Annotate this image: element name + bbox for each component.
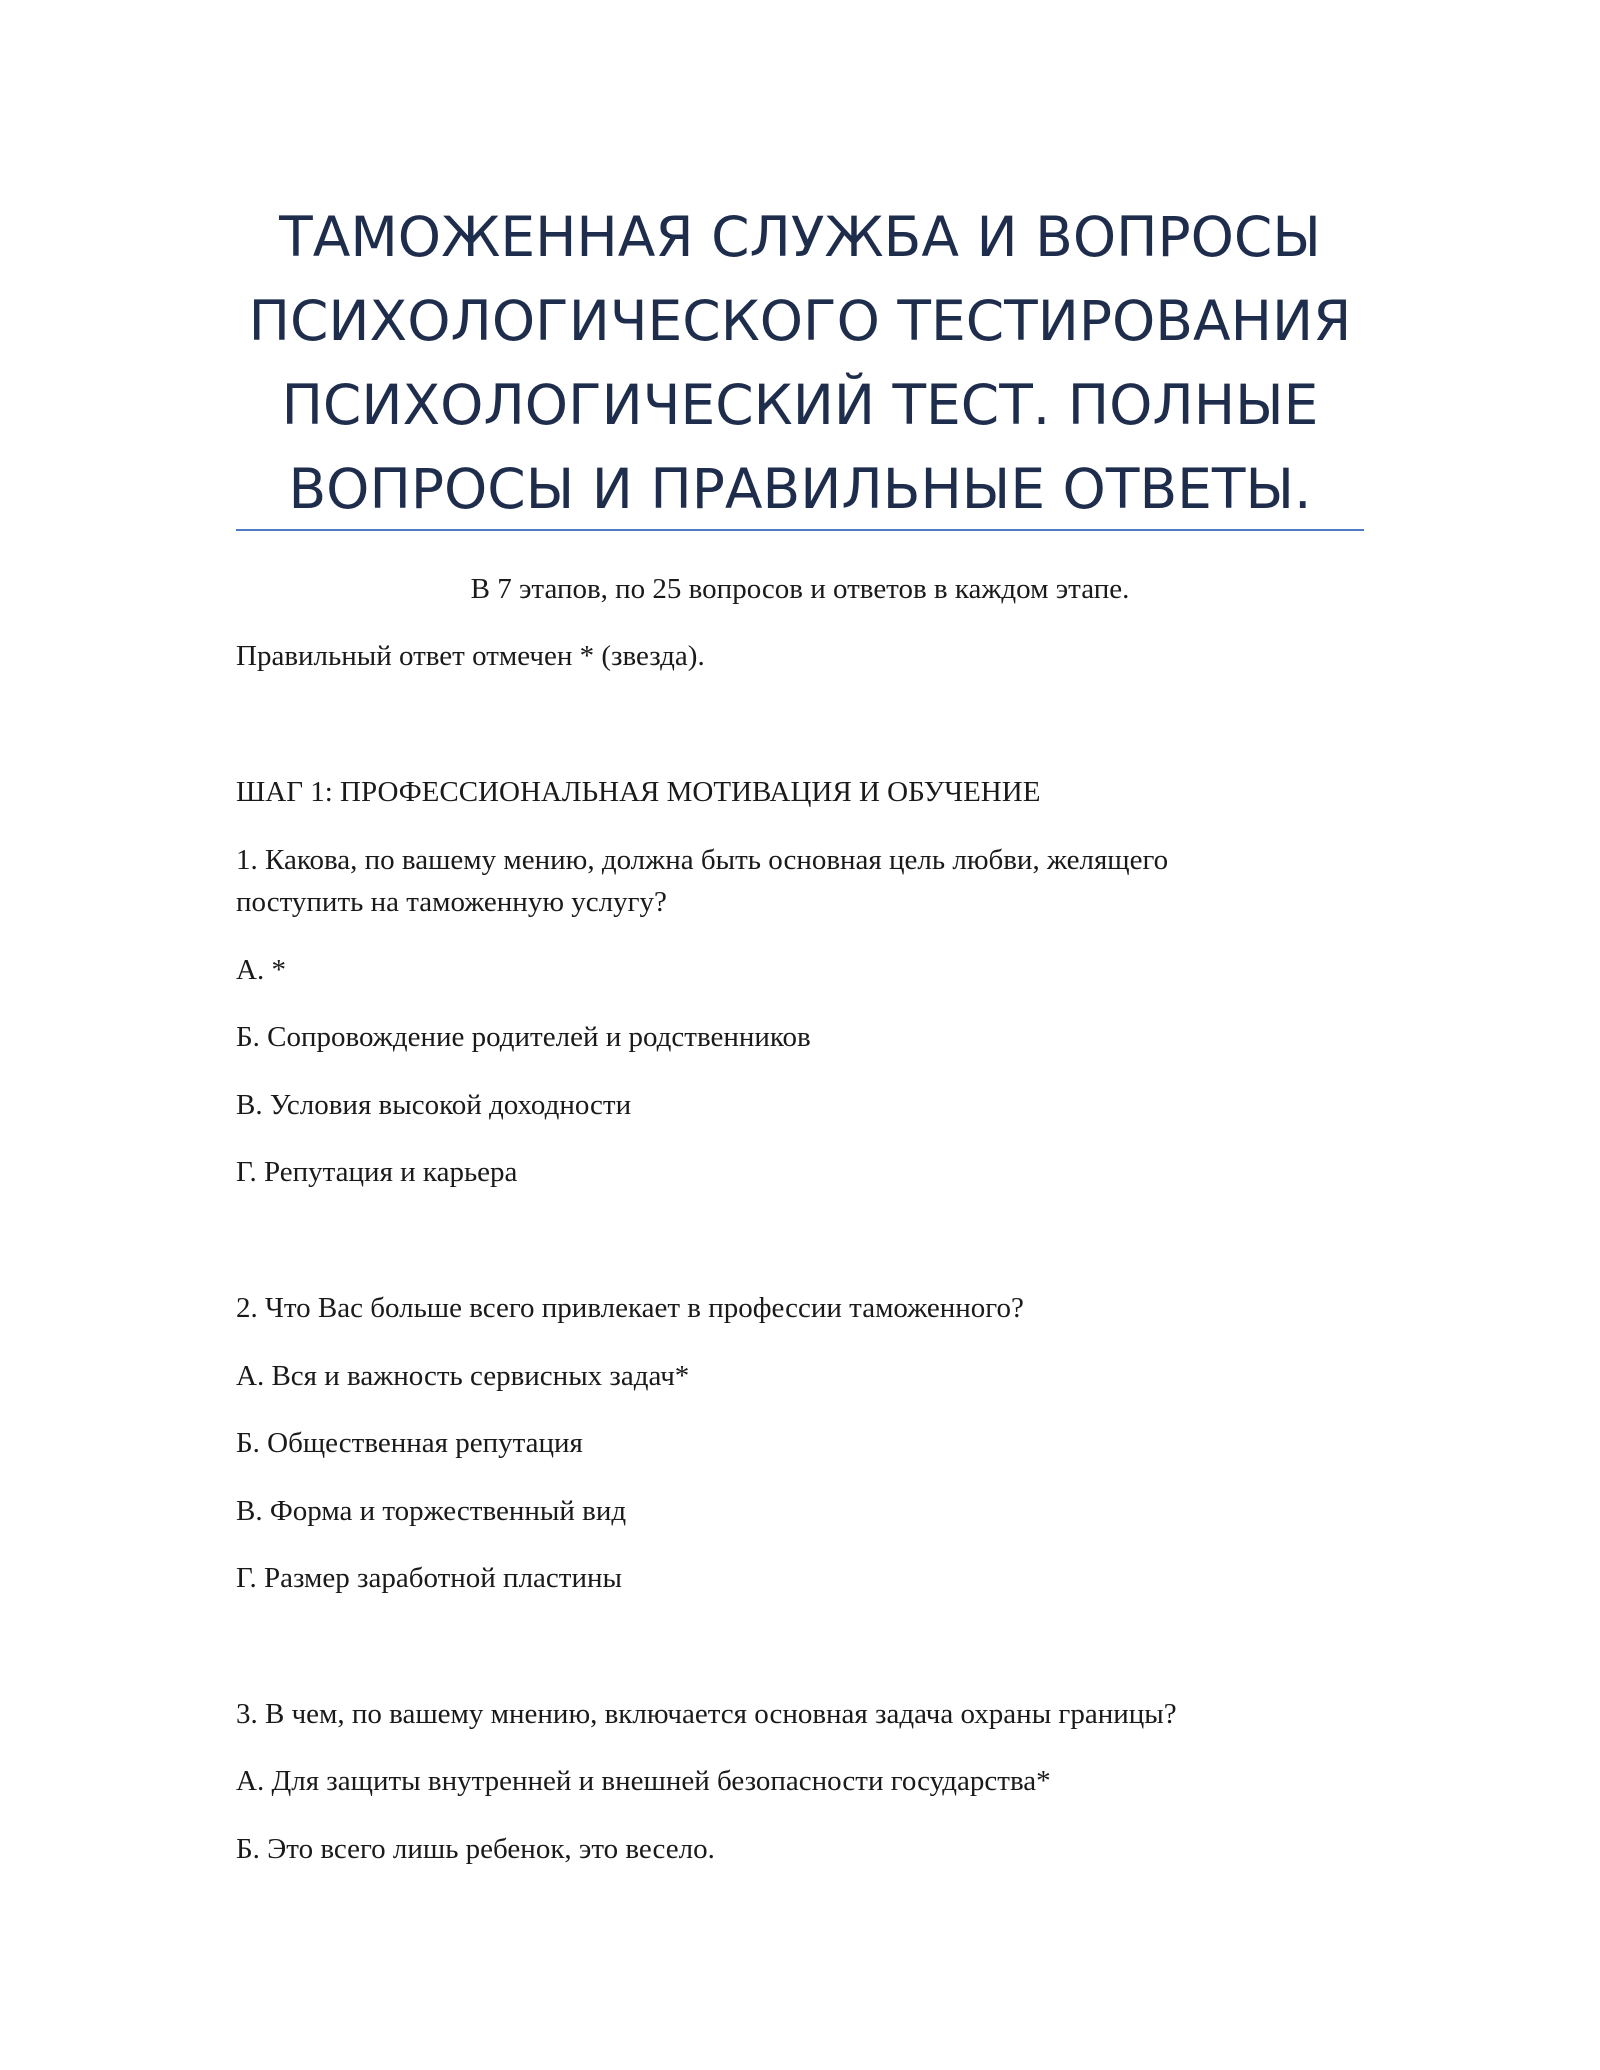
answer-option: В. Форма и торжественный вид [236,1495,627,1527]
answer-option: А. Для защиты внутренней и внешней безопасности государства* [236,1765,1051,1797]
question-text: 1. Какова, по вашему мению, должна быть основная цель любви, желящего [236,844,1169,876]
title-line: ТАМОЖЕННАЯ СЛУЖБА И ВОПРОСЫ [279,205,1321,269]
step-heading: ШАГ 1: ПРОФЕССИОНАЛЬНАЯ МОТИВАЦИЯ И ОБУЧЕНИЕ [236,776,1041,808]
question-text: 3. В чем, по вашему мнению, включается основная задача охраны границы? [236,1698,1177,1730]
answer-option: В. Условия высокой доходности [236,1089,632,1121]
document-title [236,195,1364,531]
question-text: поступить на таможенную услугу? [236,886,667,918]
answer-option: А. Вся и важность сервисных задач* [236,1360,690,1392]
answer-option: Г. Репутация и карьера [236,1156,518,1188]
title-underline-divider [236,529,1364,531]
document-subtitle: В 7 этапов, по 25 вопросов и ответов в каждом этапе. [470,573,1130,605]
question-text: 2. Что Вас больше всего привлекает в профессии таможенного? [236,1292,1024,1324]
title-line: ПСИХОЛОГИЧЕСКОГО ТЕСТИРОВАНИЯ [248,289,1352,353]
title-line: ВОПРОСЫ И ПРАВИЛЬНЫЕ ОТВЕТЫ. [288,457,1312,521]
title-line: ПСИХОЛОГИЧЕСКИЙ ТЕСТ. ПОЛНЫЕ [281,373,1319,437]
answer-marking-note: Правильный ответ отмечен * (звезда). [236,640,705,672]
answer-option: Г. Размер заработной пластины [236,1562,622,1594]
answer-option: Б. Это всего лишь ребенок, это весело. [236,1833,715,1865]
answer-option: Б. Сопровождение родителей и родственников [236,1021,811,1053]
answer-option: А. * [236,954,286,986]
answer-option: Б. Общественная репутация [236,1427,583,1459]
